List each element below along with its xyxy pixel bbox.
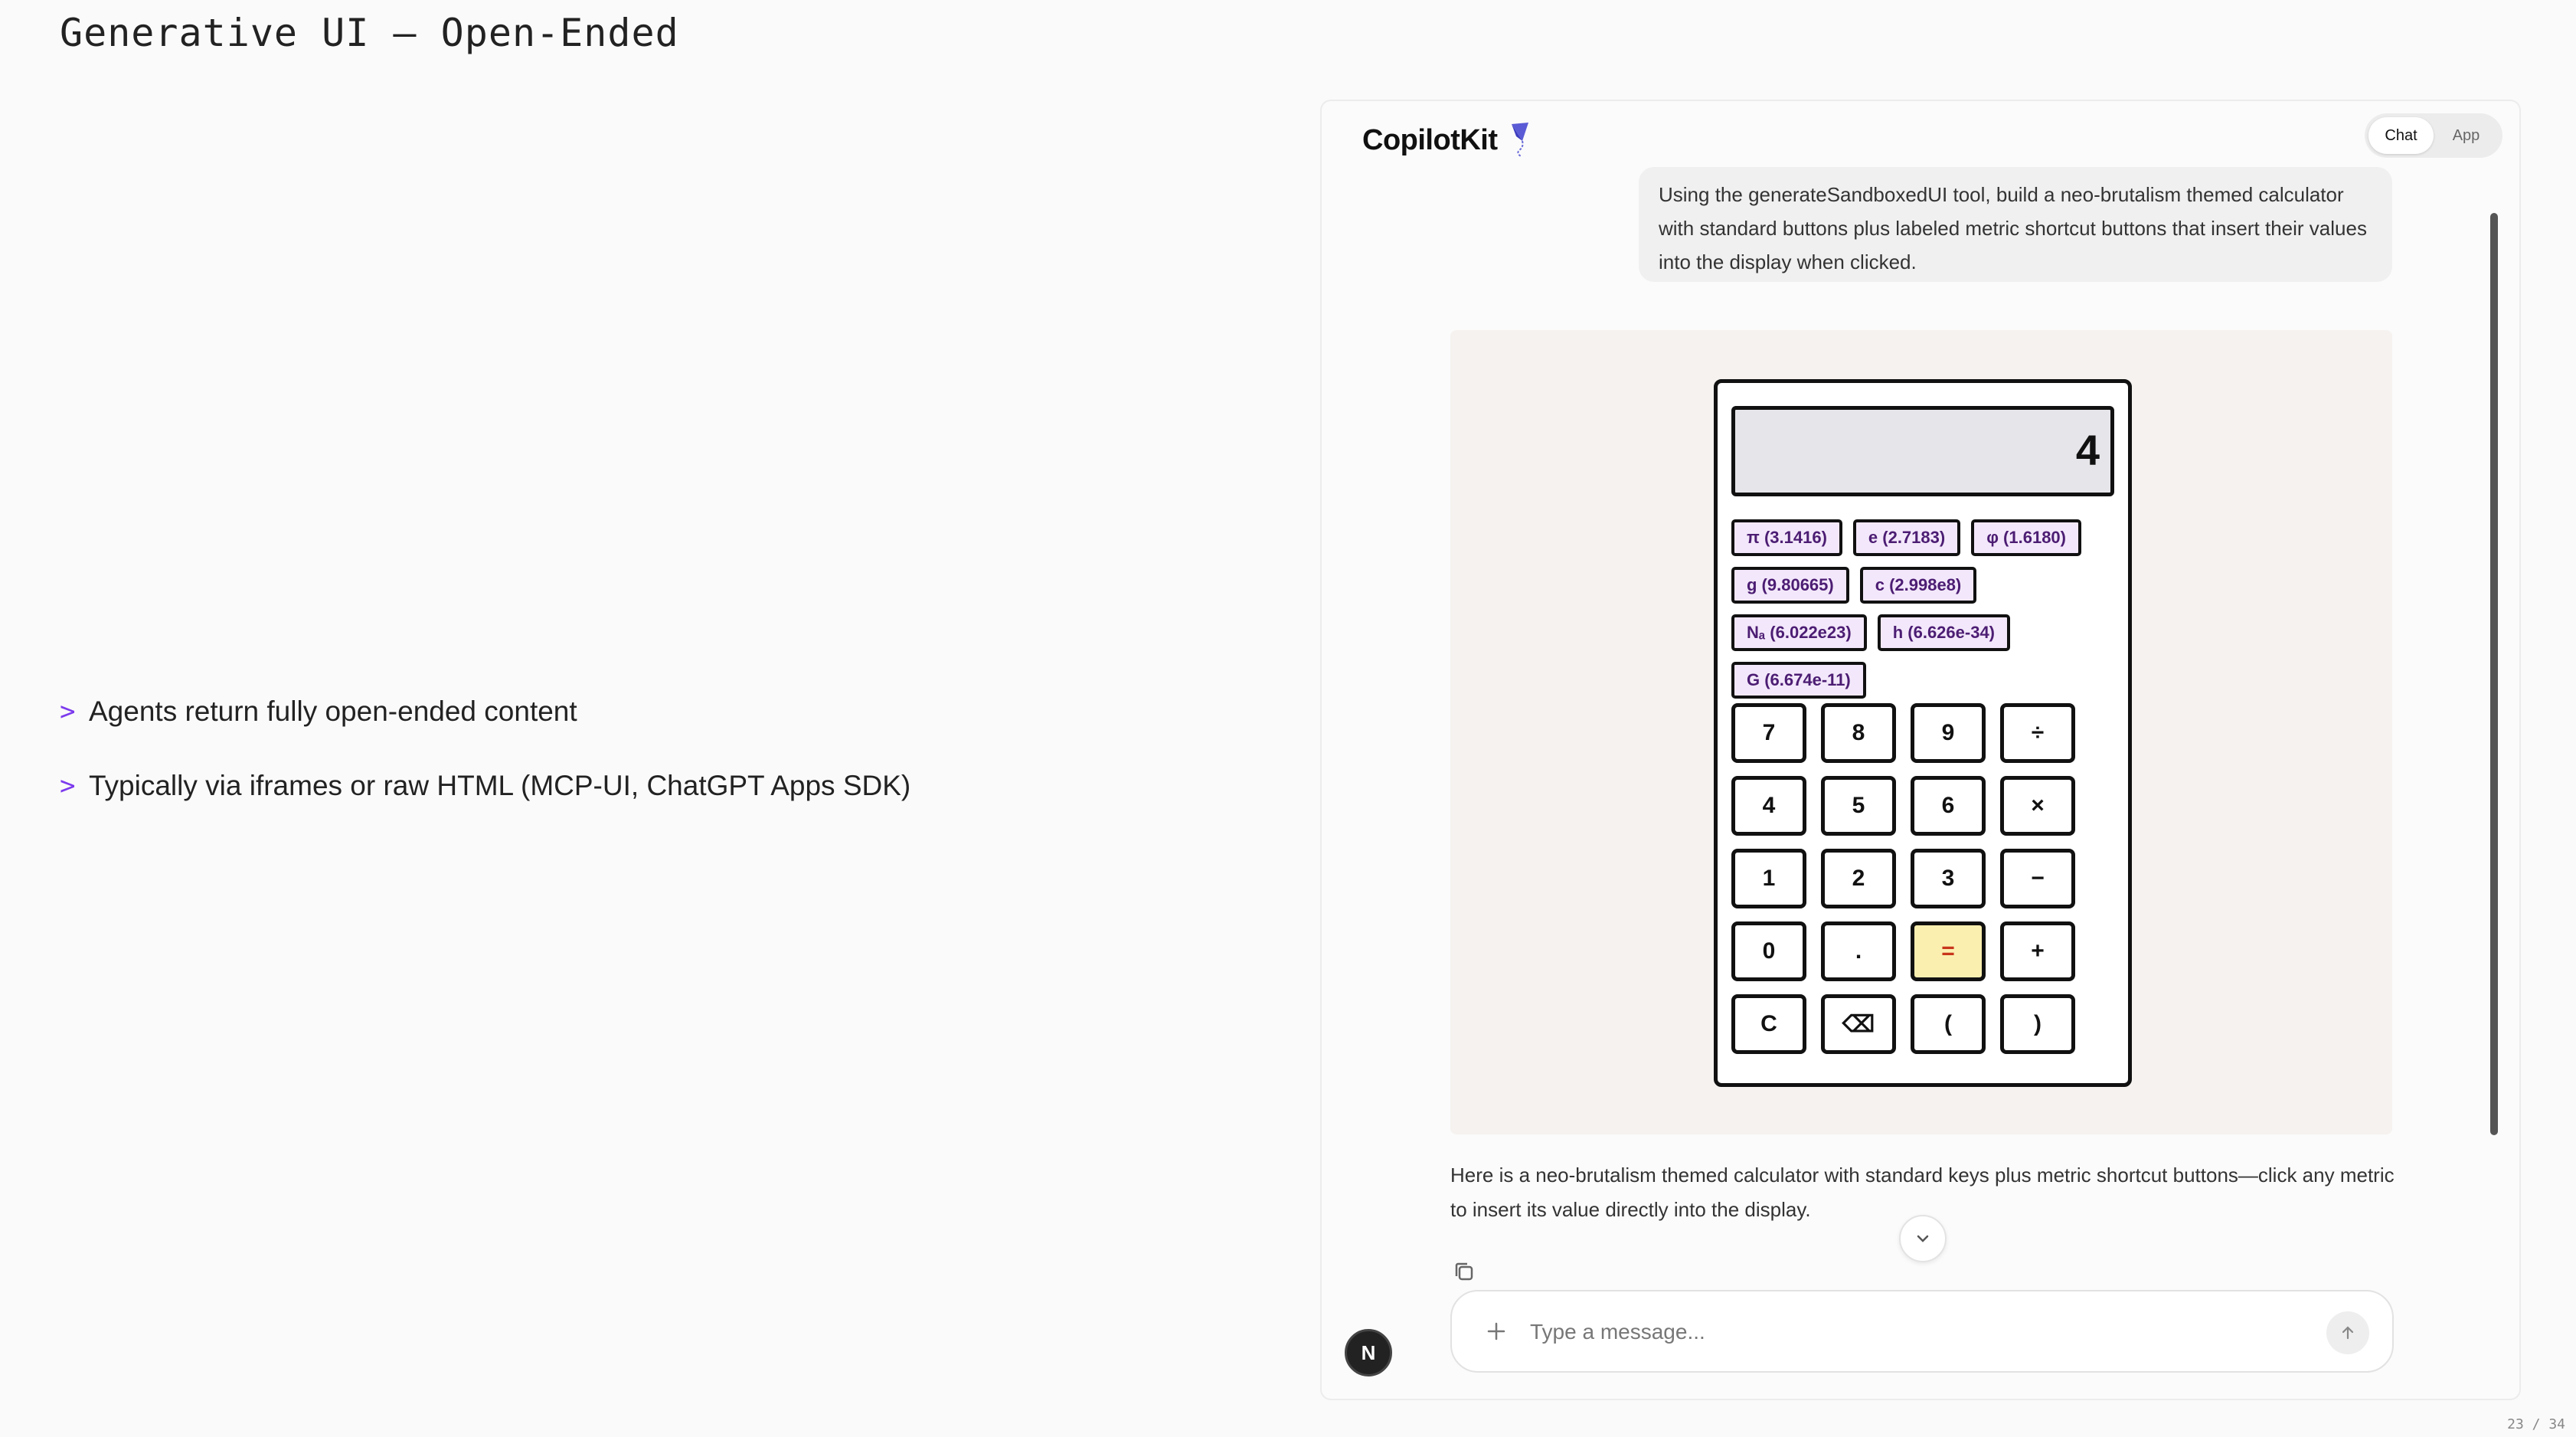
user-message: Using the generateSandboxedUI tool, build a neo-brutalism themed calculator with standard buttons plus labeled metric shortcut buttons that insert their values into the display when clicked. — [1639, 167, 2392, 282]
key-3[interactable]: 3 — [1911, 849, 1986, 908]
metric-button-g[interactable]: g (9.80665) — [1731, 567, 1849, 604]
chat-panel — [1320, 100, 2521, 1400]
key-close-paren[interactable]: ) — [2000, 994, 2075, 1054]
assistant-message: Here is a neo-brutalism themed calculator with standard keys plus metric shortcut buttons—click any metric to insert its value directly into the display. — [1450, 1164, 2395, 1221]
slide-title: Generative UI — Open-Ended — [60, 11, 679, 55]
key-0[interactable]: 0 — [1731, 921, 1806, 981]
key-8[interactable]: 8 — [1821, 703, 1896, 763]
metric-button-avogadro[interactable]: Nₐ (6.022e23) — [1731, 614, 1867, 651]
tab-app[interactable]: App — [2452, 126, 2480, 144]
key-minus[interactable]: − — [2000, 849, 2075, 908]
key-open-paren[interactable]: ( — [1911, 994, 1986, 1054]
metric-button-e[interactable]: e (2.7183) — [1853, 519, 1960, 556]
key-2[interactable]: 2 — [1821, 849, 1896, 908]
key-plus[interactable]: + — [2000, 921, 2075, 981]
calculator-display: 4 — [1731, 406, 2114, 496]
metric-shortcuts — [1731, 519, 2081, 709]
bullet-marker: > — [60, 771, 76, 801]
copy-icon[interactable] — [1452, 1259, 1478, 1285]
key-1[interactable]: 1 — [1731, 849, 1806, 908]
metric-button-planck[interactable]: h (6.626e-34) — [1878, 614, 2010, 651]
sandboxed-ui-frame — [1450, 330, 2392, 1134]
scroll-down-button[interactable] — [1899, 1215, 1947, 1262]
key-4[interactable]: 4 — [1731, 776, 1806, 836]
bullet-text: Typically via iframes or raw HTML (MCP-UI, ChatGPT Apps SDK) — [89, 770, 911, 801]
kite-icon — [1505, 121, 1536, 159]
bullet-item — [60, 689, 910, 734]
page-number: 23 / 34 — [2507, 1416, 2565, 1432]
key-9[interactable]: 9 — [1911, 703, 1986, 763]
n-badge[interactable]: N — [1345, 1329, 1392, 1376]
key-5[interactable]: 5 — [1821, 776, 1896, 836]
metric-button-gravitational-constant[interactable]: G (6.674e-11) — [1731, 662, 1866, 699]
metric-button-phi[interactable]: φ (1.6180) — [1971, 519, 2081, 556]
metric-button-c[interactable]: c (2.998e8) — [1860, 567, 1977, 604]
backspace-icon[interactable]: ⌫ — [1821, 994, 1896, 1054]
calculator — [1714, 379, 2132, 1087]
message-input[interactable] — [1530, 1313, 2296, 1351]
key-6[interactable]: 6 — [1911, 776, 1986, 836]
key-divide[interactable]: ÷ — [2000, 703, 2075, 763]
plus-icon[interactable] — [1479, 1314, 1513, 1348]
brand-name: CopilotKit — [1362, 123, 1498, 156]
keypad — [1731, 703, 2075, 1054]
bullet-list — [60, 689, 910, 838]
key-7[interactable]: 7 — [1731, 703, 1806, 763]
brand — [1362, 121, 1536, 159]
key-multiply[interactable]: × — [2000, 776, 2075, 836]
tab-chat[interactable]: Chat — [2368, 117, 2434, 154]
message-composer — [1450, 1290, 2394, 1373]
metric-button-pi[interactable]: π (3.1416) — [1731, 519, 1842, 556]
key-equals[interactable]: = — [1911, 921, 1986, 981]
scrollbar[interactable] — [2490, 213, 2498, 1135]
view-toggle — [2365, 113, 2502, 158]
bullet-marker: > — [60, 696, 76, 727]
send-button[interactable] — [2326, 1311, 2369, 1354]
chevron-down-icon — [1914, 1230, 1931, 1247]
bullet-text: Agents return fully open-ended content — [89, 696, 577, 727]
key-decimal[interactable]: . — [1821, 921, 1896, 981]
bullet-item — [60, 764, 910, 808]
arrow-up-icon — [2338, 1323, 2358, 1343]
key-clear[interactable]: C — [1731, 994, 1806, 1054]
